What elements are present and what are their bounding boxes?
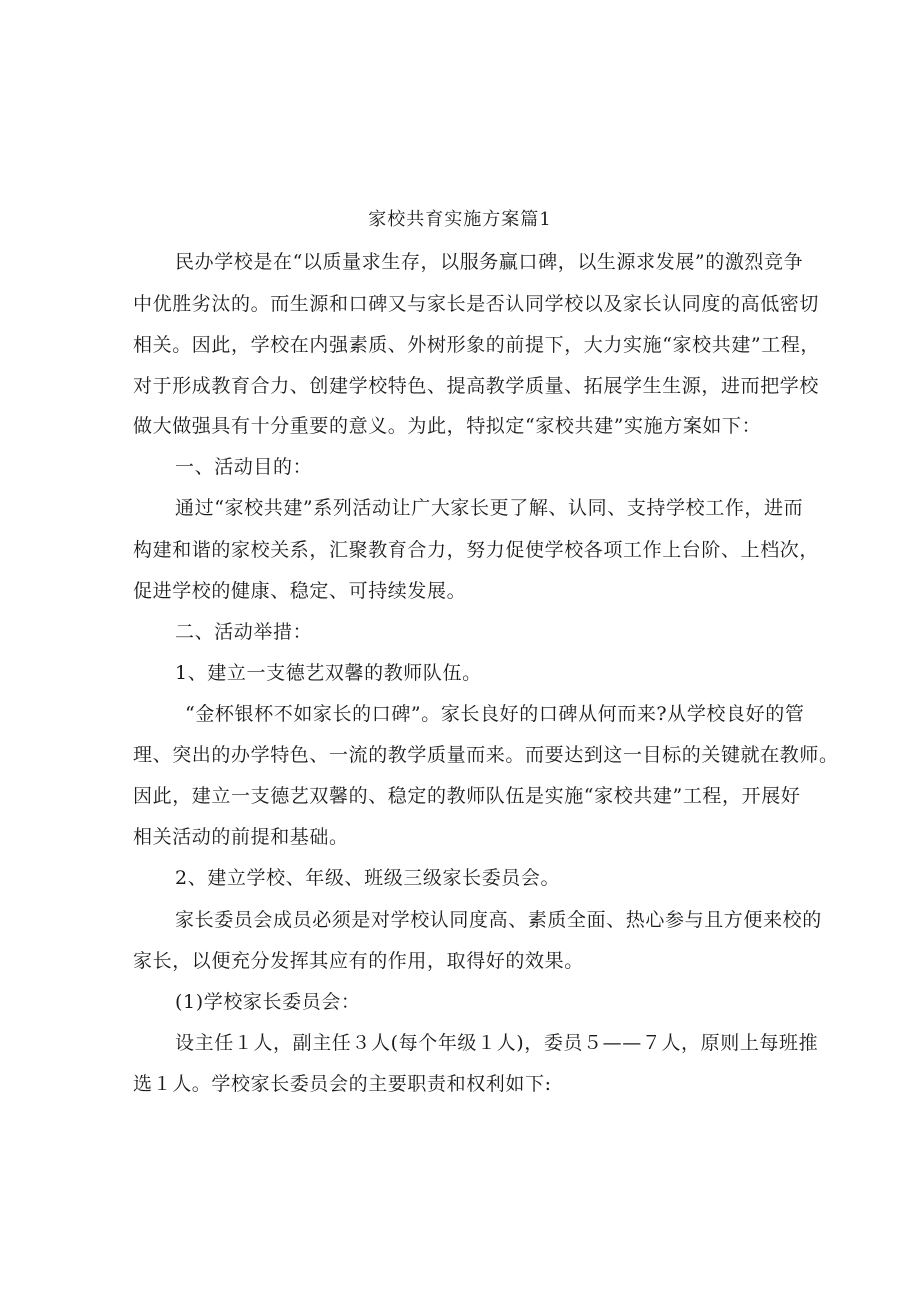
paragraph-line: “金杯银杯不如家长的口碑”。家长良好的口碑从何而来?从学校良好的管 bbox=[185, 703, 805, 725]
paragraph-line: 设主任１人，副主任３人(每个年级１人)，委员５——７人，原则上每班推 bbox=[175, 1032, 819, 1054]
paragraph-line: 通过“家校共建”系列活动让广大家长更了解、认同、支持学校工作，进而 bbox=[175, 497, 804, 519]
paragraph-line: 相关。因此，学校在内强素质、外树形象的前提下，大力实施“家校共建”工程， bbox=[133, 334, 821, 356]
paragraph-line: 理、突出的办学特色、一流的教学质量而来。而要达到这一目标的关键就在教师。 bbox=[133, 744, 839, 766]
paragraph-line: 中优胜劣汰的。而生源和口碑又与家长是否认同学校以及家长认同度的高低密切 bbox=[133, 293, 820, 315]
document-title: 家校共育实施方案篇1 bbox=[368, 209, 552, 230]
paragraph-line: 选１人。学校家长委员会的主要职责和权利如下: bbox=[133, 1073, 552, 1095]
paragraph-line: 做大做强具有十分重要的意义。为此，特拟定“家校共建”实施方案如下： bbox=[133, 415, 762, 437]
paragraph-line: 家长委员会成员必须是对学校认同度高、素质全面、热心参与且方便来校的 bbox=[175, 909, 822, 931]
subsection-heading: (1)学校家长委员会： bbox=[175, 991, 361, 1013]
paragraph-line: 民办学校是在“以质量求生存，以服务赢口碑，以生源求发展”的激烈竞争 bbox=[175, 251, 804, 273]
paragraph-line: 家长，以便充分发挥其应有的作用，取得好的效果。 bbox=[133, 950, 584, 972]
paragraph-line: 促进学校的健康、稳定、可持续发展。 bbox=[133, 580, 467, 602]
paragraph-line: 因此，建立一支德艺双馨的、稳定的教师队伍是实施“家校共建”工程，开展好 bbox=[133, 785, 801, 807]
paragraph-line: 对于形成教育合力、创建学校特色、提高教学质量、拓展学生生源，进而把学校 bbox=[133, 375, 820, 397]
paragraph-line: 构建和谐的家校关系，汇聚教育合力，努力促使学校各项工作上台阶、上档次， bbox=[133, 539, 820, 561]
subsection-heading: 2、建立学校、年级、班级三级家长委员会。 bbox=[175, 867, 561, 889]
subsection-heading: 1、建立一支德艺双馨的教师队伍。 bbox=[175, 662, 482, 684]
paragraph-line: 相关活动的前提和基础。 bbox=[133, 826, 349, 848]
section-heading: 一、活动目的： bbox=[175, 456, 313, 478]
section-heading: 二、活动举措： bbox=[175, 621, 313, 643]
